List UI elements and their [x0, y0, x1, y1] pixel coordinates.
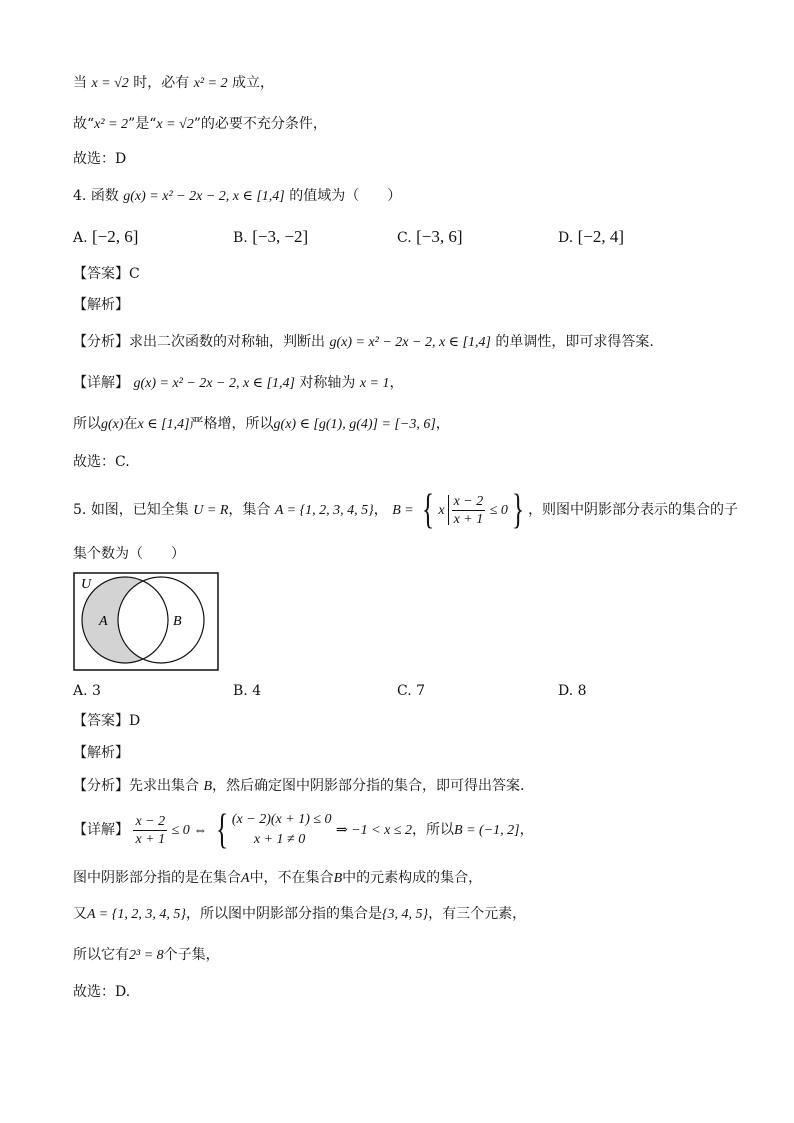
option-value: 3 [92, 683, 101, 699]
option-letter: C. [397, 230, 412, 246]
text: 故“ [73, 116, 95, 132]
choose-line: 故选：D [73, 151, 127, 167]
answer-label: 【答案】D [73, 713, 141, 729]
text: ”是“ [128, 116, 157, 132]
equation-system [232, 810, 332, 850]
text: ，有三个元素， [428, 906, 527, 922]
option-value: 4 [252, 683, 262, 699]
text: 对称轴为 [299, 375, 356, 391]
math: g(x) ∈ [g(1), g(4)] = [−3, 6] [273, 417, 436, 432]
option-value: [−2, 6] [92, 227, 139, 246]
brace-left-icon: { [422, 487, 435, 533]
text: ，则图中阴影部分表示的集合的子 [528, 502, 739, 518]
text-line [73, 114, 327, 135]
math: x² = 2 [193, 76, 228, 91]
option-value: [−3, 6] [416, 227, 463, 246]
math: A = {1, 2, 3, 4, 5} [274, 503, 374, 518]
text: 个子集， [163, 947, 220, 963]
text: 当 [73, 75, 87, 91]
text: 所以它有 [73, 947, 129, 963]
text-line [73, 904, 526, 925]
analysis-fenxi [73, 332, 654, 353]
math: x = √2 [91, 76, 129, 91]
text: 图中阴影部分指的是在集合 [73, 870, 241, 886]
question-number: 4. [73, 188, 87, 204]
label: 【分析】 [73, 334, 129, 350]
math: U = R [193, 503, 229, 518]
fraction [133, 813, 167, 848]
answer-label: 【答案】C [73, 266, 140, 282]
brace-left-icon: { [215, 807, 228, 853]
option-b [233, 227, 308, 248]
option-letter: A. [73, 683, 88, 699]
analysis-xiangjie [73, 373, 404, 394]
math: g(x) [101, 417, 124, 432]
text-line [73, 414, 450, 435]
choose-line: 故选：D. [73, 984, 131, 1000]
analysis-fenxi [73, 776, 524, 797]
option-letter: D. [558, 683, 574, 699]
math: B = [392, 503, 414, 518]
math: g(x) = x² − 2x − 2, x ∈ [1,4] [329, 335, 491, 350]
text: 所以 [73, 416, 101, 432]
text: ， [519, 822, 534, 838]
denominator: x + 1 [135, 831, 166, 847]
option-d [558, 681, 587, 701]
math: B = (−1, 2] [454, 823, 520, 838]
math: x = 1 [359, 376, 390, 391]
text: 的单调性，即可求得答案. [495, 334, 654, 350]
math: ≤ 0 ⇔ [171, 823, 208, 838]
math: {3, 4, 5} [381, 907, 429, 922]
label-a: A [99, 614, 108, 629]
text: 先求出集合 [129, 778, 199, 794]
math: x ∈ [1,4] [137, 417, 190, 432]
text: ，所以图中阴影部分指的集合是 [185, 906, 382, 922]
text: 又 [73, 906, 87, 922]
option-value: [−3, −2] [252, 227, 309, 246]
text: ， [373, 502, 388, 518]
text: ， [435, 416, 450, 432]
question-5-stem-line2: 集个数为（ ） [73, 546, 185, 562]
text-line [73, 868, 482, 889]
text: 中，不在集合 [249, 870, 334, 886]
analysis-label: 【解析】 [73, 297, 129, 313]
option-letter: C. [397, 683, 412, 699]
math: x = √2 [156, 117, 194, 132]
text: 中的元素构成的集合， [342, 870, 483, 886]
math: B [333, 871, 343, 886]
option-letter: A. [73, 230, 88, 246]
text: ，所以 [412, 822, 455, 838]
math: 2³ = 8 [129, 948, 164, 963]
math: A = {1, 2, 3, 4, 5} [87, 907, 186, 922]
option-letter: B. [233, 230, 248, 246]
math: g(x) = x² − 2x − 2, x ∈ [1,4] [123, 189, 285, 204]
numerator: x − 2 [453, 493, 484, 509]
text: 在 [123, 416, 138, 432]
numerator: x − 2 [135, 813, 166, 829]
text: ， [389, 375, 404, 391]
option-b [233, 681, 261, 701]
text: 严格增，所以 [189, 416, 274, 432]
question-4-stem [73, 186, 401, 207]
math: ≤ 0 [489, 503, 508, 518]
option-c [397, 681, 425, 701]
label-u: U [81, 577, 92, 592]
text: ，然后确定图中阴影部分指的集合，即可得出答案. [212, 778, 525, 794]
question-5-stem [73, 487, 739, 533]
text: 如图，已知全集 [90, 502, 189, 518]
option-value: 7 [416, 683, 426, 699]
math: x² = 2 [94, 117, 129, 132]
option-d [558, 227, 624, 248]
text: 成立， [232, 75, 275, 91]
math: ⇒ −1 < x ≤ 2 [336, 823, 413, 838]
option-value: 8 [577, 683, 587, 699]
text-line [73, 945, 220, 966]
text: 时，必有 [133, 75, 190, 91]
system-line: x + 1 ≠ 0 [253, 832, 306, 847]
option-letter: D. [558, 230, 574, 246]
label: 【分析】 [73, 778, 129, 794]
option-a [73, 227, 138, 248]
text: ，集合 [228, 502, 271, 518]
math: x [438, 503, 445, 518]
math: A [241, 871, 250, 886]
math: B [203, 779, 213, 794]
text-line [73, 73, 274, 94]
text: ”的必要不充分条件， [193, 116, 327, 132]
analysis-label: 【解析】 [73, 745, 129, 761]
text: 函数 [90, 188, 119, 204]
divider [448, 495, 449, 525]
brace-right-icon: } [511, 487, 525, 533]
math: g(x) = x² − 2x − 2, x ∈ [1,4] [133, 376, 295, 391]
choose-line: 故选：C. [73, 454, 130, 470]
system-line: (x − 2)(x + 1) ≤ 0 [231, 812, 332, 827]
text: 求出二次函数的对称轴，判断出 [129, 334, 325, 350]
analysis-xiangjie [73, 807, 534, 853]
option-letter: B. [233, 683, 248, 699]
label: 【详解】 [73, 822, 129, 838]
fraction [452, 493, 486, 528]
option-a [73, 681, 101, 701]
option-value: [−2, 4] [577, 227, 625, 246]
venn-diagram [73, 572, 220, 672]
text: 的值域为（ ） [289, 188, 402, 204]
option-c [397, 227, 463, 248]
denominator: x + 1 [453, 511, 484, 527]
label-b: B [173, 614, 182, 629]
label: 【详解】 [73, 375, 129, 391]
question-number: 5. [73, 502, 87, 518]
